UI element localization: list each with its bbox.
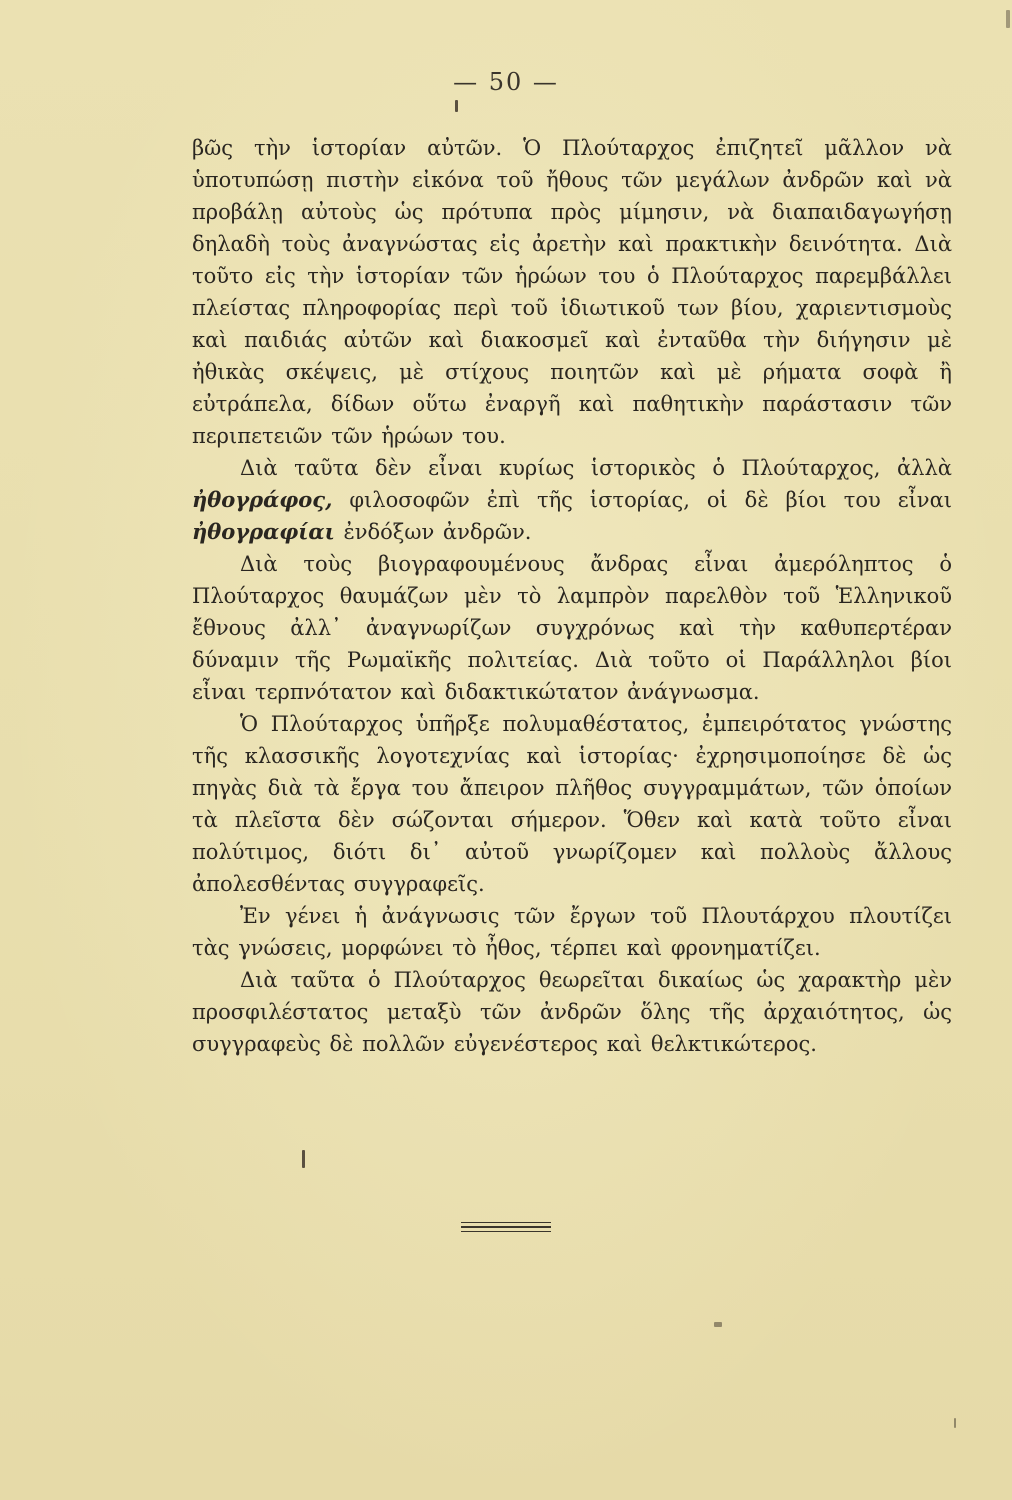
paragraph-2-text-b: φιλοσοφῶν ἐπὶ τῆς ἱστορίας, οἱ δὲ βίοι του εἶναι xyxy=(332,488,952,512)
paper-speck xyxy=(1006,10,1010,28)
ornament-line-top xyxy=(461,1222,551,1223)
paragraph-3: Διὰ τοὺς βιογραφουμένους ἄνδρας εἶναι ἀμερόληπτος ὁ Πλούταρχος θαυμάζων μὲν τὸ λαμπρὸν παρελθὸν τοῦ Ἑλληνικοῦ ἔθνους ἀλλ᾽ ἀναγνωρίζων συγχρόνως καὶ τὴν καθυπερτέραν δύναμιν τῆς Ρωμαϊκῆς πολιτείας. Διὰ τοῦτο οἱ Παράλληλοι βίοι εἶναι τερπνότατον καὶ διδακτικώτατον ἀνάγνωσμα. xyxy=(192,552,952,704)
paragraph-6: Διὰ ταῦτα ὁ Πλούταρχος θεωρεῖται δικαίως ὡς χαρακτὴρ μὲν προσφιλέστατος μεταξὺ τῶν ἀνδρῶν ὅλης τῆς ἀρχαιότητος, ὡς συγγραφεὺς δὲ πολλῶν εὐγενέστερος καὶ θελκτικώτερος. xyxy=(192,968,952,1056)
paper-speck xyxy=(455,100,458,112)
paragraph-2-text-a: Διὰ ταῦτα δὲν εἶναι κυρίως ἱστορικὸς ὁ Πλούταρχος, ἀλλὰ xyxy=(240,456,952,480)
paragraph-4: Ὁ Πλούταρχος ὑπῆρξε πολυμαθέστατος, ἐμπειρότατος γνώστης τῆς κλασσικῆς λογοτεχνίας καὶ ἱστορίας· ἐχρησιμοποίησε δὲ ὡς πηγὰς διὰ τὰ ἔργα του ἄπειρον πλῆθος συγγραμμάτων, τῶν ὁποίων τὰ πλεῖστα δὲν σώζονται σήμερον. Ὅθεν καὶ κατὰ τοῦτο εἶναι πολύτιμος, διότι δι᾽ αὐτοῦ γνωρίζομεν καὶ πολλοὺς ἄλλους ἀπολεσθέντας συγγραφεῖς. xyxy=(192,712,952,896)
paragraph-2-text-c: ἐνδόξων ἀνδρῶν. xyxy=(334,520,532,544)
ornament-line-middle xyxy=(461,1226,551,1228)
emphasis-ethographos: ἠθογράφος, xyxy=(192,487,333,512)
paragraph-1: βῶς τὴν ἱστορίαν αὐτῶν. Ὁ Πλούταρχος ἐπιζητεῖ μᾶλλον νὰ ὑποτυπώσῃ πιστὴν εἰκόνα τοῦ ἤθους τῶν μεγάλων ἀνδρῶν καὶ νὰ προβάλῃ αὐτοὺς ὡς πρότυπα πρὸς μίμησιν, νὰ διαπαιδαγωγήσῃ δηλαδὴ τοὺς ἀναγνώστας εἰς ἀρετὴν καὶ πρακτικὴν δεινότητα. Διὰ τοῦτο εἰς τὴν ἱστορίαν τῶν ἡρώων του ὁ Πλούταρχος παρεμβάλλει πλείστας πληροφορίας περὶ τοῦ ἰδιωτικοῦ των βίου, χαριεντισμοὺς καὶ παιδιάς αὐτῶν καὶ διακοσμεῖ καὶ ἐνταῦθα τὴν διήγησιν μὲ ἠθικὰς σκέψεις, μὲ στίχους ποιητῶν καὶ μὲ ρήματα σοφὰ ἢ εὐτράπελα, δίδων οὕτω ἐναργῆ καὶ παθητικὴν παράστασιν τῶν περιπετειῶν τῶν ἡρώων του. xyxy=(192,136,952,448)
emphasis-ethographiai: ἠθογραφίαι xyxy=(192,519,335,544)
page-number: — 50 — xyxy=(453,68,559,96)
paragraph-5: Ἐν γένει ἡ ἀνάγνωσις τῶν ἔργων τοῦ Πλουτάρχου πλουτίζει τὰς γνώσεις, μορφώνει τὸ ἦθος, τέρπει καὶ φρονηματίζει. xyxy=(192,904,952,960)
paper-speck xyxy=(954,1418,956,1428)
ornament-line-bottom xyxy=(461,1231,551,1232)
end-ornament-rule xyxy=(461,1222,551,1235)
paper-speck xyxy=(714,1322,722,1327)
paper-speck xyxy=(302,1150,305,1168)
body-text xyxy=(192,132,952,1060)
paragraph-2 xyxy=(192,452,952,548)
